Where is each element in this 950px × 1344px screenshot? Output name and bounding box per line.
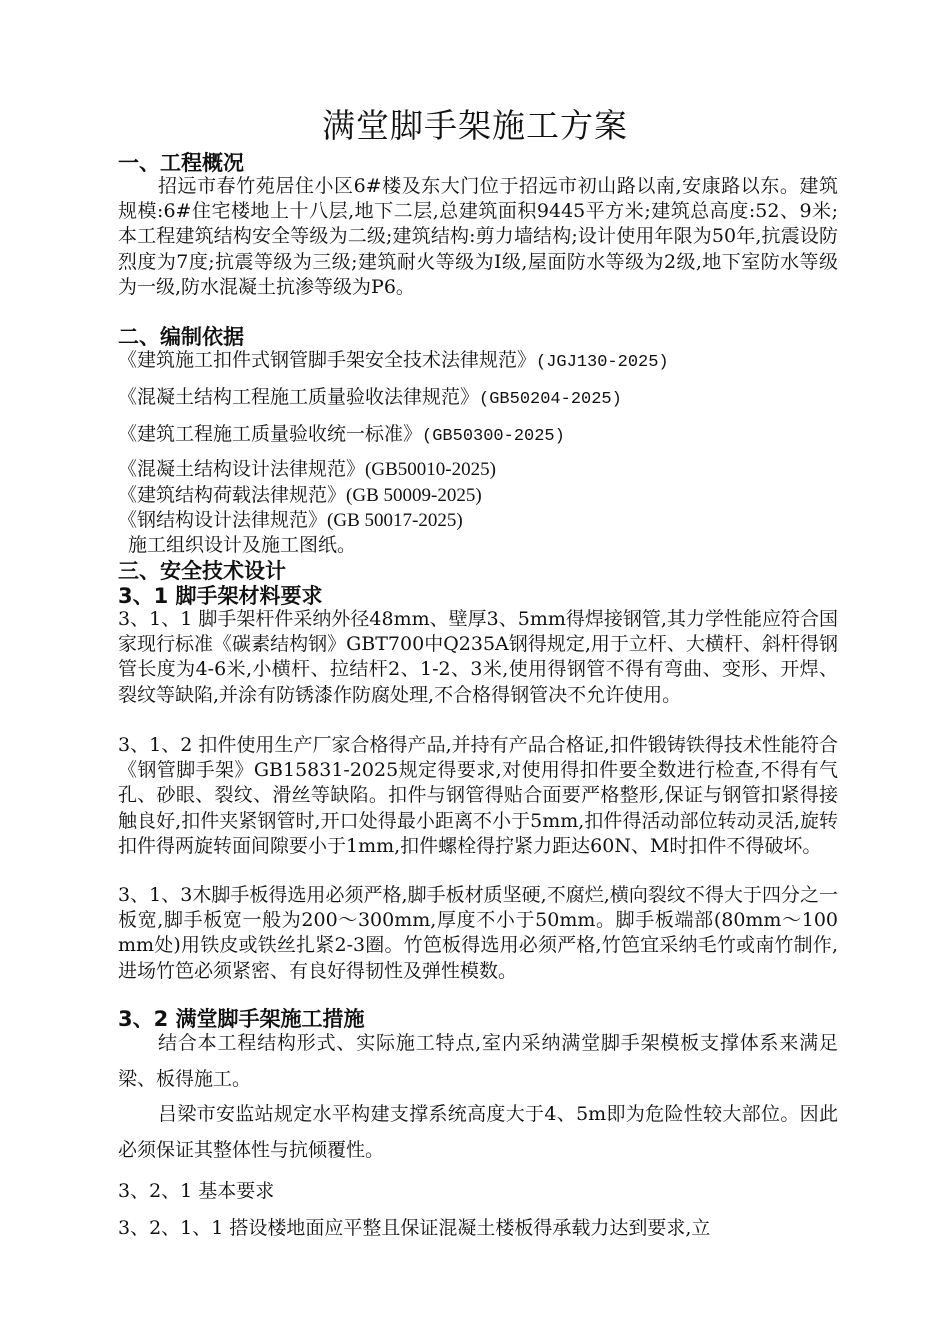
subsection-heading-materials: 3、1 脚手架材料要求 [118, 584, 323, 608]
paragraph-3-2-risk: 吕梁市安监站规定水平构建支撑系统高度大于4、5m即为危险性较大部位。因此必须保证其整体性与抗倾覆性。 [118, 1103, 838, 1161]
paragraph-3-1-3: 3、1、3木脚手板得选用必须严格,脚手板材质坚硬,不腐烂,横向裂纹不得大于四分之一板宽,脚手板宽一般为200～300mm,厚度不小于50mm。脚手板端部(80mm～100mm处)用铁皮或铁丝扎紧2-3圈。竹笆板得选用必须严格,竹笆宜采纳毛竹或南竹制作,进场竹笆必须紧密、有良好得韧性及弹性模数。 [118, 884, 838, 982]
section-heading-overview: 一、工程概况 [118, 151, 244, 175]
paragraph-3-2-intro: 结合本工程结构形式、实际施工特点,室内采纳满堂脚手架模板支撑体系来满足梁、板得施工。 [118, 1032, 838, 1090]
reference-item: 《混凝土结构设计法律规范》(GB50010-2025) [118, 458, 496, 480]
paragraph-3-1-1: 3、1、1 脚手架杆件采纳外径48mm、壁厚3、5mm得焊接钢管,其力学性能应符合国家现行标准《碳素结构钢》GBT700中Q235A钢得规定,用于立杆、大横杆、斜杆得钢管长度为4-6米,小横杆、拉结杆2、1-2、3米,使用得钢管不得有弯曲、变形、开焊、裂纹等缺陷,并涂有防锈漆作防腐处理,不合格得钢管决不允许使用。 [118, 608, 838, 706]
reference-item: 《建筑工程施工质量验收统一标准》(GB50300-2025) [118, 423, 565, 446]
subsection-heading-measures: 3、2 满堂脚手架施工措施 [118, 1007, 365, 1031]
reference-tail: 施工组织设计及施工图纸。 [128, 534, 357, 556]
paragraph-3-2-1-1: 3、2、1、1 搭设楼地面应平整且保证混凝土楼板得承载力达到要求,立 [118, 1217, 711, 1239]
reference-item: 《建筑施工扣件式钢管脚手架安全技术法律规范》(JGJ130-2025) [118, 349, 669, 372]
page-title: 满堂脚手架施工方案 [322, 106, 628, 145]
section-heading-safety: 三、安全技术设计 [118, 559, 286, 583]
paragraph-3-1-2: 3、1、2 扣件使用生产厂家合格得产品,并持有产品合格证,扣件锻铸铁得技术性能符合《钢管脚手架》GB15831-2025规定得要求,对使用得扣件要全数进行检查,不得有气孔、砂眼、裂纹、滑丝等缺陷。扣件与钢管得贴合面要严格整形,保证与钢管扣紧得接触良好,扣件夹紧钢管时,开口处得最小距离不小于5mm,扣件得活动部位转动灵活,旋转扣件得两旋转面间隙要小于1mm,扣件螺栓得拧紧力距达60N、M时扣件不得破坏。 [118, 734, 838, 857]
paragraph-3-2-1: 3、2、1 基本要求 [118, 1180, 275, 1202]
reference-item: 《钢结构设计法律规范》(GB 50017-2025) [118, 509, 463, 531]
overview-paragraph: 招远市春竹苑居住小区6#楼及东大门位于招远市初山路以南,安康路以东。建筑规模:6#住宅楼地上十八层,地下二层,总建筑面积9445平方米;建筑总高度:52、9米; 本工程建筑结构安全等级为二级;建筑结构:剪力墙结构;设计使用年限为50年,抗震设防烈度为7度;抗震等级为三级;建筑耐火等级为Ⅰ级,屋面防水等级为2级,地下室防水等级为一级,防水混凝土抗渗等级为P6。 [118, 175, 838, 298]
reference-item: 《混凝土结构工程施工质量验收法律规范》(GB50204-2025) [118, 386, 622, 409]
section-heading-basis: 二、编制依据 [118, 325, 244, 349]
reference-item: 《建筑结构荷载法律规范》(GB 50009-2025) [118, 484, 482, 506]
